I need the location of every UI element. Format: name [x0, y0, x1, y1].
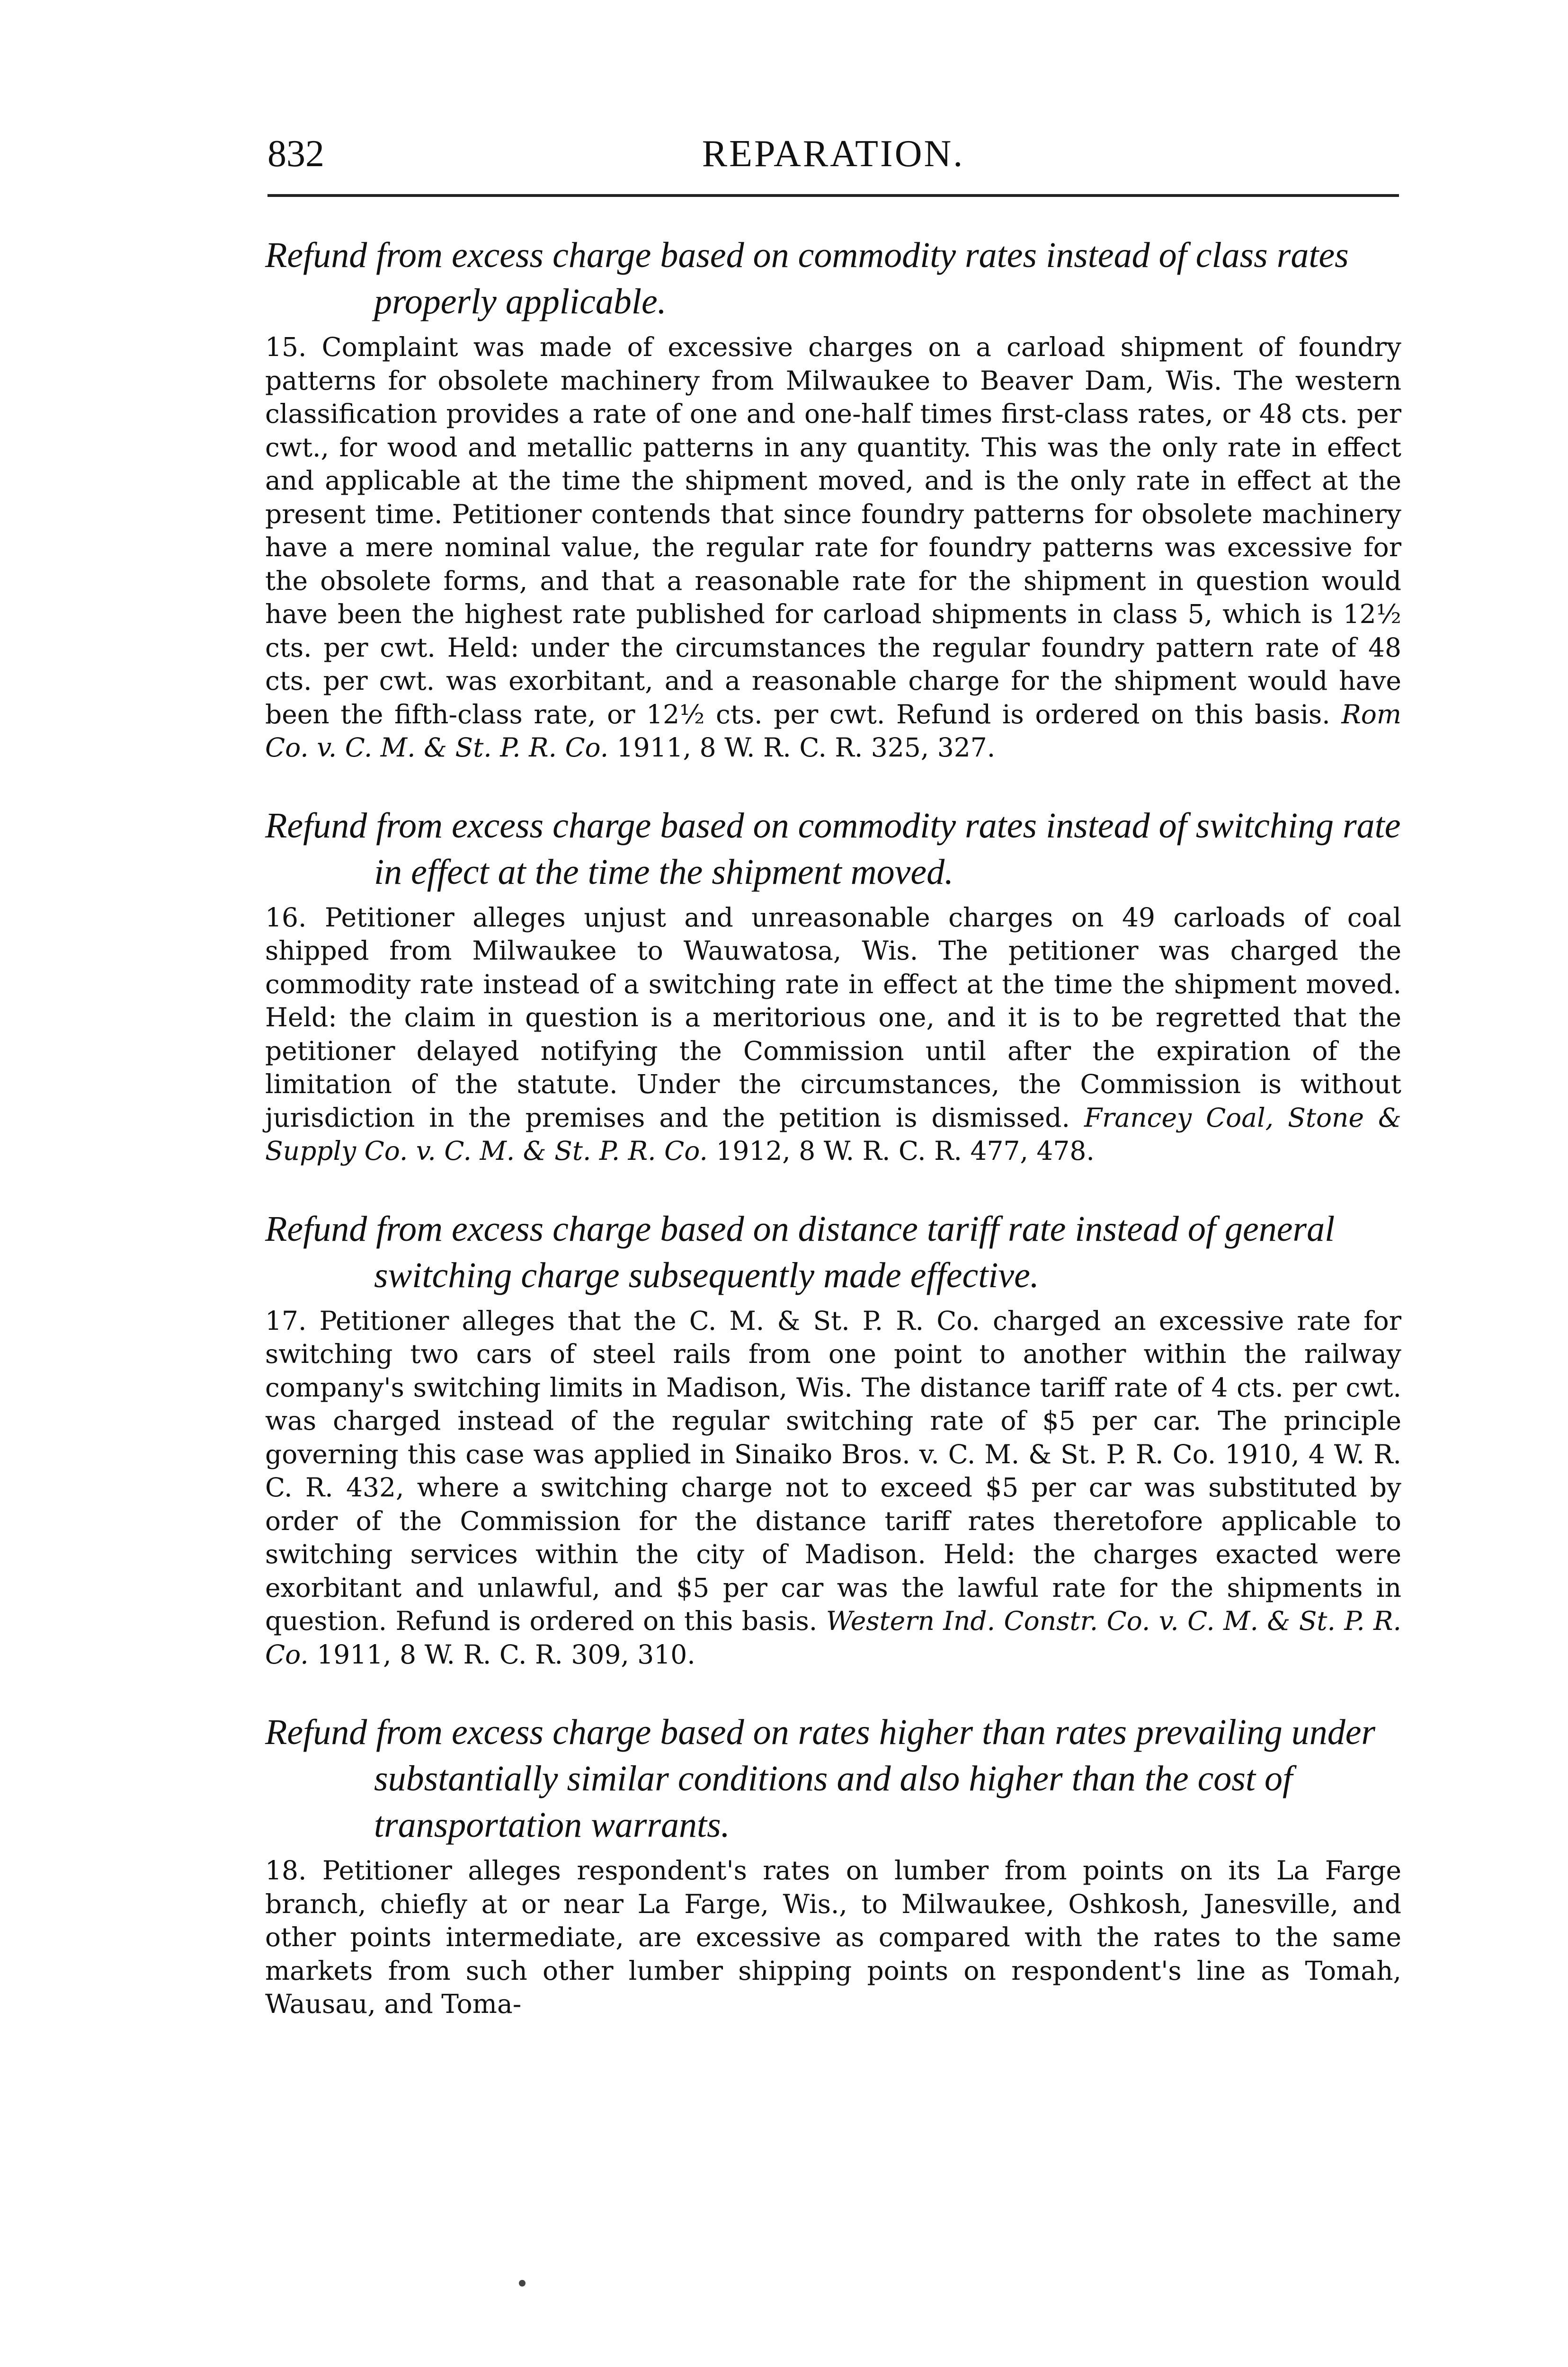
- section-paragraph: [265, 901, 1401, 1168]
- page-speck: [519, 2280, 526, 2287]
- paragraph-body: 16. Petitioner alleges unjust and unreasonable charges on 49 carloads of coal shipped from Milwaukee to Wauwatosa, Wis. The petitioner was charged the commodity rate instead of a switching rate in effect at the time the shipment moved. Held: the claim in question is a meritorious one, and it is to be regretted that the petitioner delayed notifying the Commission until after the expiration of the limitation of the statute. Under the circumstances, the Commission is without jurisdiction in the premises and the petition is dismissed.: [265, 902, 1401, 1133]
- section-paragraph: [265, 330, 1401, 765]
- section-17: [265, 1206, 1401, 1672]
- section-heading: Refund from excess charge based on rates higher than rates prevailing under substantially similar conditions and also higher than the cost of transportation warrants.: [265, 1712, 1376, 1845]
- section-paragraph: [265, 1854, 1401, 2021]
- case-name: Rom Co. v. C. M. & St. P. R. Co.: [265, 699, 1401, 763]
- paragraph-body: 17. Petitioner alleges that the C. M. & St. P. R. Co. charged an excessive rate for switching two cars of steel rails from one point to another within the railway company's switching limits in Madison, Wis. The distance tariff rate of 4 cts. per cwt. was charged instead of the regular switching rate of $5 per car. The principle governing this case was applied in Sinaiko Bros. v. C. M. & St. P. R. Co. 1910, 4 W. R. C. R. 432, where a switching charge not to exceed $5 per car was substituted by order of the Commission for the distance tariff rates theretofore applicable to switching services within the city of Madison. Held: the charges exacted were exorbitant and unlawful, and $5 per car was the lawful rate for the shipments in question. Refund is ordered on this basis.: [265, 1305, 1401, 1636]
- section-15: [265, 232, 1401, 765]
- paragraph-body: 18. Petitioner alleges respondent's rates on lumber from points on its La Farge branch, chiefly at or near La Farge, Wis., to Milwaukee, Oshkosh, Janesville, and other points intermediate, are excessive as compared with the rates to the same markets from such other lumber shipping points on respondent's line as Tomah, Wausau, and Toma-: [265, 1855, 1401, 2019]
- case-citation: 1911, 8 W. R. C. R. 325, 327.: [616, 732, 996, 763]
- case-name: Western Ind. Constr. Co. v. C. M. & St. P. R. Co.: [265, 1606, 1401, 1670]
- page-content: [265, 232, 1401, 2059]
- paragraph-body: 15. Complaint was made of excessive charges on a carload shipment of foundry patterns for obsolete machinery from Milwaukee to Beaver Dam, Wis. The western classification provides a rate of one and one-half times first-class rates, or 48 cts. per cwt., for wood and metallic patterns in any quantity. This was the only rate in effect and applicable at the time the shipment moved, and is the only rate in effect at the present time. Petitioner contends that since foundry patterns for obsolete machinery have a mere nominal value, the regular rate for foundry patterns was excessive for the obsolete forms, and that a reasonable rate for the shipment in question would have been the highest rate published for carload shipments in class 5, which is 12½ cts. per cwt. Held: under the circumstances the regular foundry pattern rate of 48 cts. per cwt. was exorbitant, and a reasonable charge for the shipment would have been the fifth-class rate, or 12½ cts. per cwt. Refund is ordered on this basis.: [265, 332, 1401, 730]
- section-18: [265, 1709, 1401, 2021]
- case-name: Francey Coal, Stone & Supply Co. v. C. M. & St. P. R. Co.: [265, 1102, 1402, 1166]
- section-heading: Refund from excess charge based on distance tariff rate instead of general switching charge subsequently made effective.: [265, 1209, 1335, 1295]
- page-header: [267, 133, 1399, 197]
- running-title: REPARATION.: [702, 133, 965, 175]
- section-paragraph: [265, 1304, 1401, 1672]
- case-citation: 1911, 8 W. R. C. R. 309, 310.: [317, 1639, 695, 1670]
- page-number: 832: [267, 133, 324, 175]
- section-heading: Refund from excess charge based on commodity rates instead of class rates properly applicable.: [265, 235, 1349, 321]
- section-heading: Refund from excess charge based on commodity rates instead of switching rate in effect at the time the shipment moved.: [265, 805, 1401, 892]
- section-16: [265, 802, 1401, 1168]
- case-citation: 1912, 8 W. R. C. R. 477, 478.: [716, 1136, 1095, 1166]
